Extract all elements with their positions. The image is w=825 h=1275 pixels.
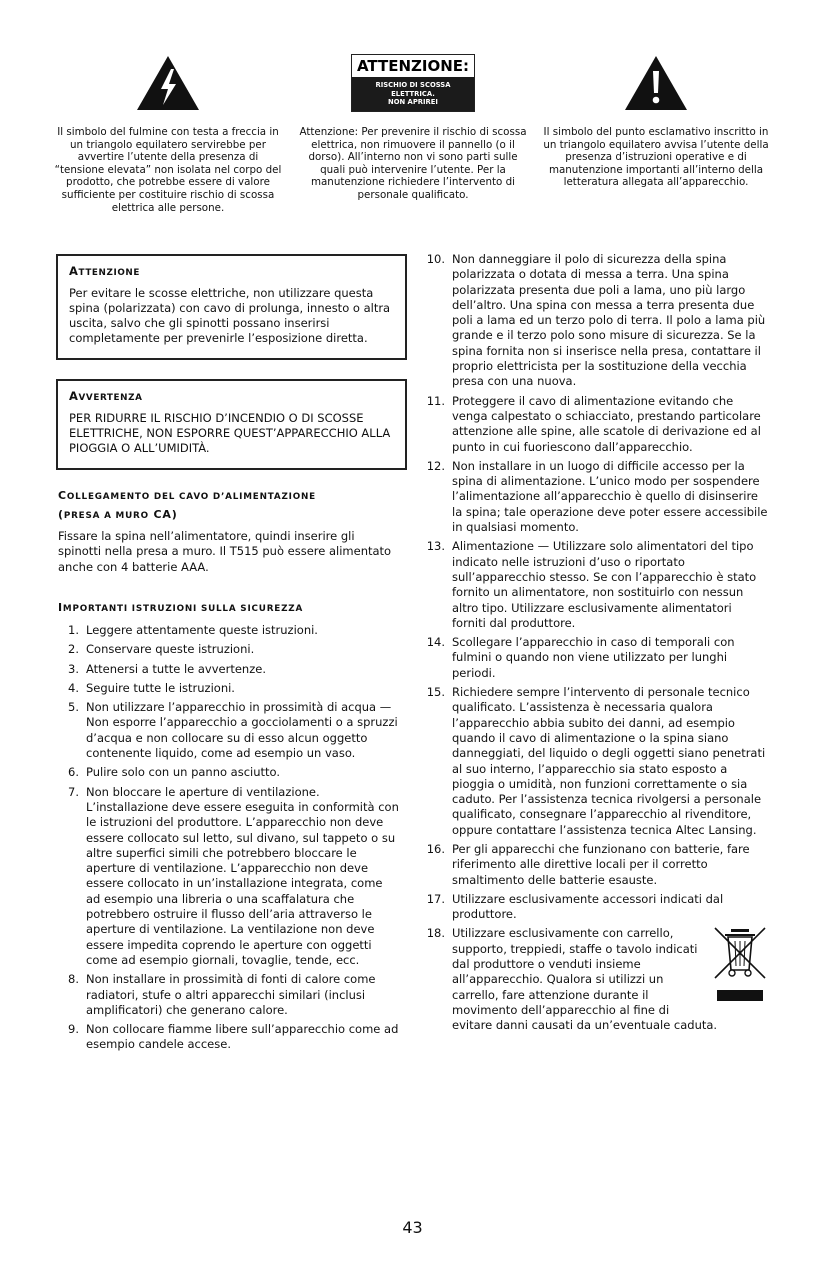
exclamation-warning-column — [538, 52, 774, 189]
list-item: 3. Attenersi a tutte le avvertenze. — [68, 661, 266, 676]
collegamento-text: Fissare la spina nell’alimentatore, quindi inserire gli spinotti nella presa a muro. Il T515 può essere alimentato anche con 4 batterie AAA. — [58, 529, 392, 574]
exclamation-triangle-icon — [624, 55, 688, 111]
list-item: 12. Non installare in un luogo di difficile accesso per la spina di alimentazione. L’unico modo per sospendere l’alimentazione all’apparecchio è quello di disinserire la spina; tale operazione deve poter essere accessibile in qualsiasi momento. — [426, 458, 768, 535]
list-item: 7. Non bloccare le aperture di ventilazione. L’installazione deve essere eseguita in conformità con le istruzioni del produttore. L’apparecchio non deve essere collocato sul letto, sul divano, sul tappeto o su altre superfici simili che potrebbero bloccare le aperture di ventilazione. L’apparecchio non deve essere collocato in un’installazione integrata, come ad esempio una libreria o una scaffalatura che potrebbero ostruire il flusso dell’aria attraverso le aperture di ventilazione. La ventilazione non deve essere impedita coprendo le aperture con oggetti come ad esempio giornali, tovaglie, tende, ecc. — [68, 784, 399, 967]
lightning-triangle-icon — [136, 55, 200, 111]
list-item: 16. Per gli apparecchi che funzionano con batterie, fare riferimento alle direttive locali per il corretto smaltimento delle batterie esauste. — [426, 841, 750, 887]
list-item: 9. Non collocare fiamme libere sull’apparecchio come ad esempio candele accese. — [68, 1022, 399, 1052]
avvertenza-title: AVVERTENZA — [69, 389, 143, 403]
crossed-out-wheelie-bin-icon — [711, 926, 769, 1004]
lightning-warning-column — [52, 52, 284, 214]
attenzione-text: Per evitare le scosse elettriche, non utilizzare questa spina (polarizzata) con cavo di prolunga, innesto o altra uscita, salvo che gli spinotti possano inserirsi completamente per prevenirle l’esposizione diretta. — [69, 286, 391, 345]
attention-sign-title: ATTENZIONE: — [356, 57, 470, 76]
list-item: 5. Non utilizzare l’apparecchio in prossimità di acqua — Non esporre l’apparecchio a gocciolamenti o a spruzzi d’acqua e non collocare su di esso alcun oggetto contenente liquido, come ad esempio un vaso. — [68, 700, 398, 761]
list-item: 10. Non danneggiare il polo di sicurezza della spina polarizzata o dotata di messa a terra. Una spina polarizzata presenta due poli a lama, uno più largo dell’altro. Una spina con messa a terra presenta due poli a lama ed un terzo polo di terra. Il polo a lama più grande e il terzo polo sono misure di sicurezza. Se la spina fornita non si inserisce nella presa, contattare il proprio elettricista per la sostituzione della vecchia presa con una nuova. — [426, 252, 766, 389]
avvertenza-text: PER RIDURRE IL RISCHIO D’INCENDIO O DI SCOSSE ELETTRICHE, NON ESPORRE QUEST’APPARECCHIO ALLA PIOGGIA O ALL’UMIDITÀ. — [69, 411, 391, 455]
attenzione-box — [56, 254, 407, 360]
list-item: 13. Alimentazione — Utilizzare solo alimentatori del tipo indicato nelle istruzioni d’uso o riportato sull’apparecchio stesso. Se con l’apparecchio è stato fornito un alimentatore, non sostituirlo con nessun altro tipo. Utilizzare esclusivamente alimentatori forniti dal produttore. — [426, 539, 757, 630]
list-item: 17. Utilizzare esclusivamente accessori indicati dal produttore. — [426, 891, 724, 922]
list-item: 6. Pulire solo con un panno asciutto. — [68, 765, 281, 780]
avvertenza-box — [56, 379, 407, 470]
attention-sign-text: Attenzione: Per prevenire il rischio di scossa elettrica, non rimuovere il pannello (o il dorso). All’interno non vi sono parti sulle quali può intervenire l’utente. Per la manutenzione richiedere l’intervento di personale qualificato. — [299, 126, 527, 201]
collegamento-heading: COLLEGAMENTO DEL CAVO D’ALIMENTAZIONE (PRESA A MURO CA) — [58, 489, 316, 521]
importanti-heading: IMPORTANTI ISTRUZIONI SULLA SICUREZZA — [58, 601, 304, 614]
list-item: 18. Utilizzare esclusivamente con carrello, supporto, treppiedi, staffe o tavolo indicati dal produttore o venduti insieme all’apparecchio. Qualora si utilizzi un carrello, fare attenzione durante il movimento dell’apparecchio al fine di evitare danni causati da un’eventuale caduta. — [424, 926, 769, 1033]
attention-sign-subtitle-line1: RISCHIO DI SCOSSA ELETTRICA. — [375, 81, 451, 98]
attention-sign — [351, 54, 475, 112]
list-item: 14. Scollegare l’apparecchio in caso di temporali con fulmini o quando non viene utilizzato per lunghi periodi. — [426, 635, 735, 680]
attention-sign-column — [296, 52, 530, 202]
attenzione-title: ATTENZIONE — [69, 264, 140, 278]
list-item: 11. Proteggere il cavo di alimentazione evitando che venga calpestato o schiacciato, prestando particolare attenzione alle spine, alle scatole di derivazione ed al punto in cui fuoriescono dall’apparecchio. — [426, 393, 761, 454]
attention-sign-subtitle — [352, 77, 474, 111]
list-item: 4. Seguire tutte le istruzioni. — [68, 680, 235, 695]
attention-sign-subtitle-line2: NON APRIREI — [388, 98, 438, 107]
list-item: 2. Conservare queste istruzioni. — [68, 642, 255, 657]
list-item: 1. Leggere attentamente queste istruzioni. — [68, 623, 318, 637]
lightning-warning-text: Il simbolo del fulmine con testa a freccia in un triangolo equilatero servirebbe per avvertire l’utente della presenza di “tensione elevata” non isolata nel corpo del prodotto, che potrebbe essere di valore sufficiente per costituire rischio di scossa elettrica alle persone. — [54, 126, 282, 214]
page-number: 43 — [402, 1218, 423, 1237]
instructions-list-left — [58, 623, 400, 1057]
exclamation-warning-text: Il simbolo del punto esclamativo inscritto in un triangolo equilatero avvisa l’utente della presenza d’istruzioni operative e di manutenzione importanti all’interno della letteratura allegata all’apparecchio. — [543, 126, 769, 189]
instructions-list-right — [424, 252, 769, 1038]
list-item: 15. Richiedere sempre l’intervento di personale tecnico qualificato. L’assistenza è necessaria qualora l’apparecchio abbia subito dei danni, ad esempio quando il cavo di alimentazione o la spina siano danneggiati, del liquido o degli oggetti siano penetrati al suo interno, l’apparecchio sia stato esposto a pioggia o umidità, non funzioni correttamente o sia caduto. Per l’assistenza tecnica rivolgersi a personale qualificato, consegnare l’apparecchio al rivenditore, oppure contattare l’assistenza tecnica Altec Lansing. — [426, 685, 766, 837]
list-item: 8. Non installare in prossimità di fonti di calore come radiatori, stufe o altri apparecchi similari (inclusi amplificatori) che generano calore. — [68, 972, 376, 1017]
